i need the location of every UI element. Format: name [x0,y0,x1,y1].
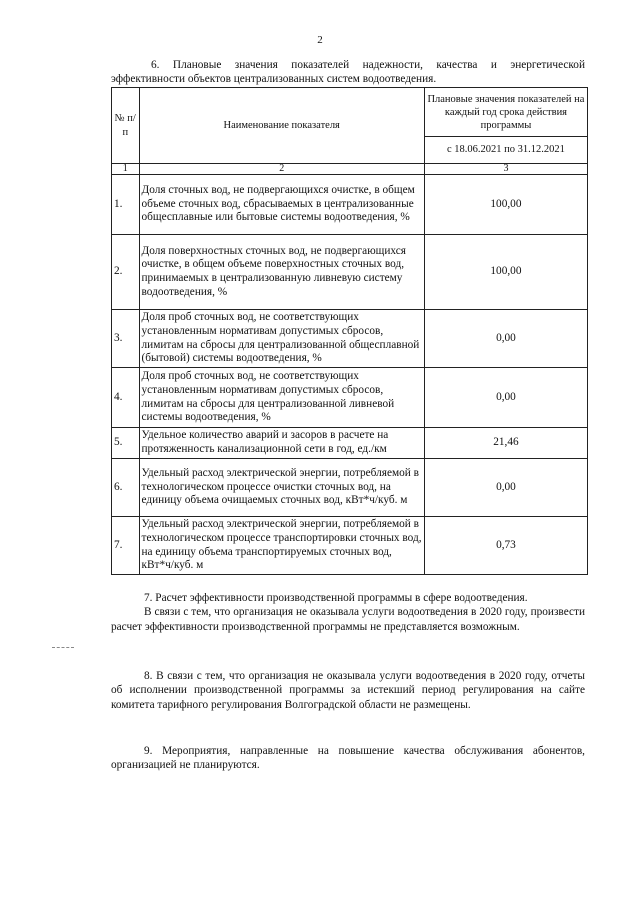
indicator-value: 0,73 [424,517,587,575]
table-row [112,175,588,235]
indicator-name: Удельное количество аварий и засоров в расчете на протяженность канализационной сети в год, ед./км [139,428,424,459]
header-period: с 18.06.2021 по 31.12.2021 [424,137,587,164]
row-number: 7. [112,517,140,575]
indicator-value: 0,00 [424,310,587,368]
scan-artifact [52,647,74,650]
indicator-name: Удельный расход электрической энергии, потребляемой в технологическом процессе очистки сточных вод, на единицу объема очищаемых сточных вод, кВт*ч/куб. м [139,459,424,517]
page-number: 2 [317,34,323,46]
indicator-value: 100,00 [424,175,587,235]
index-row [112,164,588,175]
section-9-text: 9. Мероприятия, направленные на повышение качества обслуживания абонентов, организацией не планируются. [111,745,585,772]
header-num: № п/п [112,88,140,164]
header-plan: Плановые значения показателей на каждый год срока действия программы [424,88,587,137]
indicator-name: Удельный расход электрической энергии, потребляемой в технологическом процессе транспортировки сточных вод, на единицу объема транспортируемых сточных вод, кВт*ч/куб. м [139,517,424,575]
row-number: 6. [112,459,140,517]
index-cell: 3 [424,164,587,175]
row-number: 5. [112,428,140,459]
indicator-name: Доля поверхностных сточных вод, не подвергающихся очистке, в общем объеме поверхностных сточных вод, принимаемых в централизованную ливневую систему водоотведения, % [139,235,424,310]
section-8 [111,669,585,712]
index-cell: 2 [139,164,424,175]
section-6-heading: 6. Плановые значения показателей надежности, качества и энергетической эффективности объектов централизованных систем водоотведения. [111,59,585,85]
indicator-name: Доля проб сточных вод, не соответствующих установленным нормативам допустимых сбросов, лимитам на сбросы для централизованной общесплавной (бытовой) системы водоотведения, % [139,310,424,368]
table-row [112,459,588,517]
indicator-value: 21,46 [424,428,587,459]
indicator-value: 0,00 [424,368,587,428]
header-name: Наименование показателя [139,88,424,164]
indicator-value: 100,00 [424,235,587,310]
table-row [112,310,588,368]
table-row [112,428,588,459]
section-6 [111,58,585,86]
section-8-text: 8. В связи с тем, что организация не оказывала услуги водоотведения в 2020 году, отчеты об исполнении производственной программы за истекший период регулирования на сайте комитета тарифного регулирования Волгоградской области не размещены. [111,670,585,711]
section-7 [111,591,585,634]
table-row [112,368,588,428]
section-7-text: В связи с тем, что организация не оказывала услуги водоотведения в 2020 году, произвести расчет эффективности производственной программы не представляется возможным. [111,606,585,633]
row-number: 3. [112,310,140,368]
indicator-name: Доля сточных вод, не подвергающихся очистке, в общем объеме сточных вод, сбрасываемых в централизованные общесплавные или бытовые системы водоотведения, % [139,175,424,235]
index-cell: 1 [112,164,140,175]
row-number: 2. [112,235,140,310]
row-number: 1. [112,175,140,235]
table-row [112,517,588,575]
indicator-value: 0,00 [424,459,587,517]
table-row [112,235,588,310]
indicators-table [111,87,588,575]
indicator-name: Доля проб сточных вод, не соответствующих установленным нормативам допустимых сбросов, лимитам на сбросы для централизованной ливневой системы водоотведения, % [139,368,424,428]
section-9 [111,744,585,773]
row-number: 4. [112,368,140,428]
section-7-heading: 7. Расчет эффективности производственной программы в сфере водоотведения. [144,592,528,604]
